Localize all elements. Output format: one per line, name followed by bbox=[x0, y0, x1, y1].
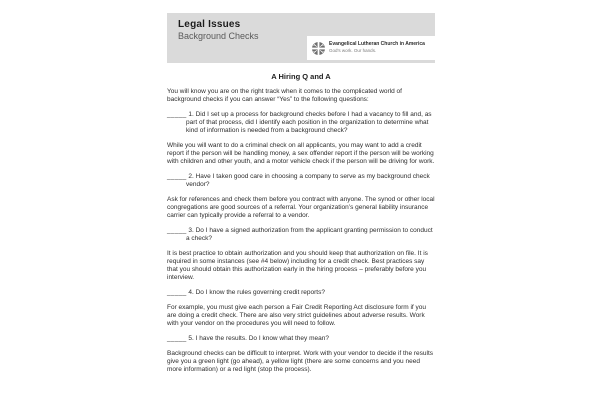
answer-blank-line: _____ bbox=[167, 289, 187, 296]
header-subtitle: Background Checks bbox=[178, 31, 259, 41]
answer-blank-line: _____ bbox=[167, 173, 187, 180]
answer-note-3: It is best practice to obtain authorization and you should keep that authorization on file. It is required in some instances (see #4 below) including for a credit check. Best practices say that you should obtain this authorization early in the hiring process – preferably before you interview. bbox=[167, 250, 428, 281]
answer-blank-line: _____ bbox=[167, 335, 187, 342]
answer-note-1: While you will want to do a criminal check on all applicants, you may want to add a credit report if the person will be handling money, a sex offender report if the person will be working with children and other youth, and a motor vehicle check if the person will be driving for work. bbox=[167, 142, 435, 165]
logo-tagline: God’s work. Our hands. bbox=[329, 47, 377, 53]
answer-note-5: Background checks can be difficult to interpret. Work with your vendor to decide if the results give you a green light (go ahead), a yellow light (there are some concerns and you need more information) or a red light (stop the process). bbox=[167, 350, 434, 373]
question-text: 4. Do I know the rules governing credit reports? bbox=[188, 289, 325, 296]
logo-organization-name: Evangelical Lutheran Church in America bbox=[329, 41, 425, 48]
elca-emblem-icon bbox=[312, 42, 325, 55]
document-column bbox=[167, 13, 435, 374]
question-text: 5. I have the results. Do I know what they mean? bbox=[188, 335, 329, 342]
answer-blank-line: _____ bbox=[167, 227, 187, 234]
question-item-3 bbox=[167, 227, 435, 243]
question-item-5 bbox=[167, 335, 435, 343]
answer-note-4: For example, you must give each person a Fair Credit Reporting Act disclosure form if you are doing a credit check. There are also very strict guidelines about adverse results. Work with your vendor on the procedures you will need to follow. bbox=[167, 304, 427, 327]
question-item-4 bbox=[167, 289, 435, 297]
question-text: 3. Do I have a signed authorization from the applicant granting permission to conduct a check? bbox=[186, 227, 433, 242]
header-title: Legal Issues bbox=[178, 19, 241, 30]
question-item-1 bbox=[167, 111, 435, 135]
question-text: 1. Did I set up a process for background checks before I had a vacancy to fill and, as part of that process, did I identify each position in the organization to determine what kind of information is needed from a background check? bbox=[186, 111, 432, 134]
intro-paragraph: You will know you are on the right track when it comes to the complicated world of background checks if you can answer “Yes” to the following questions: bbox=[167, 88, 402, 103]
question-text: 2. Have I taken good care in choosing a company to serve as my background check vendor? bbox=[186, 173, 430, 188]
answer-note-2: Ask for references and check them before you contract with anyone. The synod or other local congregations are good sources of a referral. Your organization’s general liability insurance carrier can typically provide a referral to a vendor. bbox=[167, 196, 435, 219]
elca-logo bbox=[307, 36, 436, 60]
logo-text bbox=[329, 42, 425, 53]
header-band bbox=[167, 13, 435, 63]
answer-blank-line: _____ bbox=[167, 111, 187, 118]
question-item-2 bbox=[167, 173, 435, 189]
document-title: A Hiring Q and A bbox=[271, 72, 331, 81]
